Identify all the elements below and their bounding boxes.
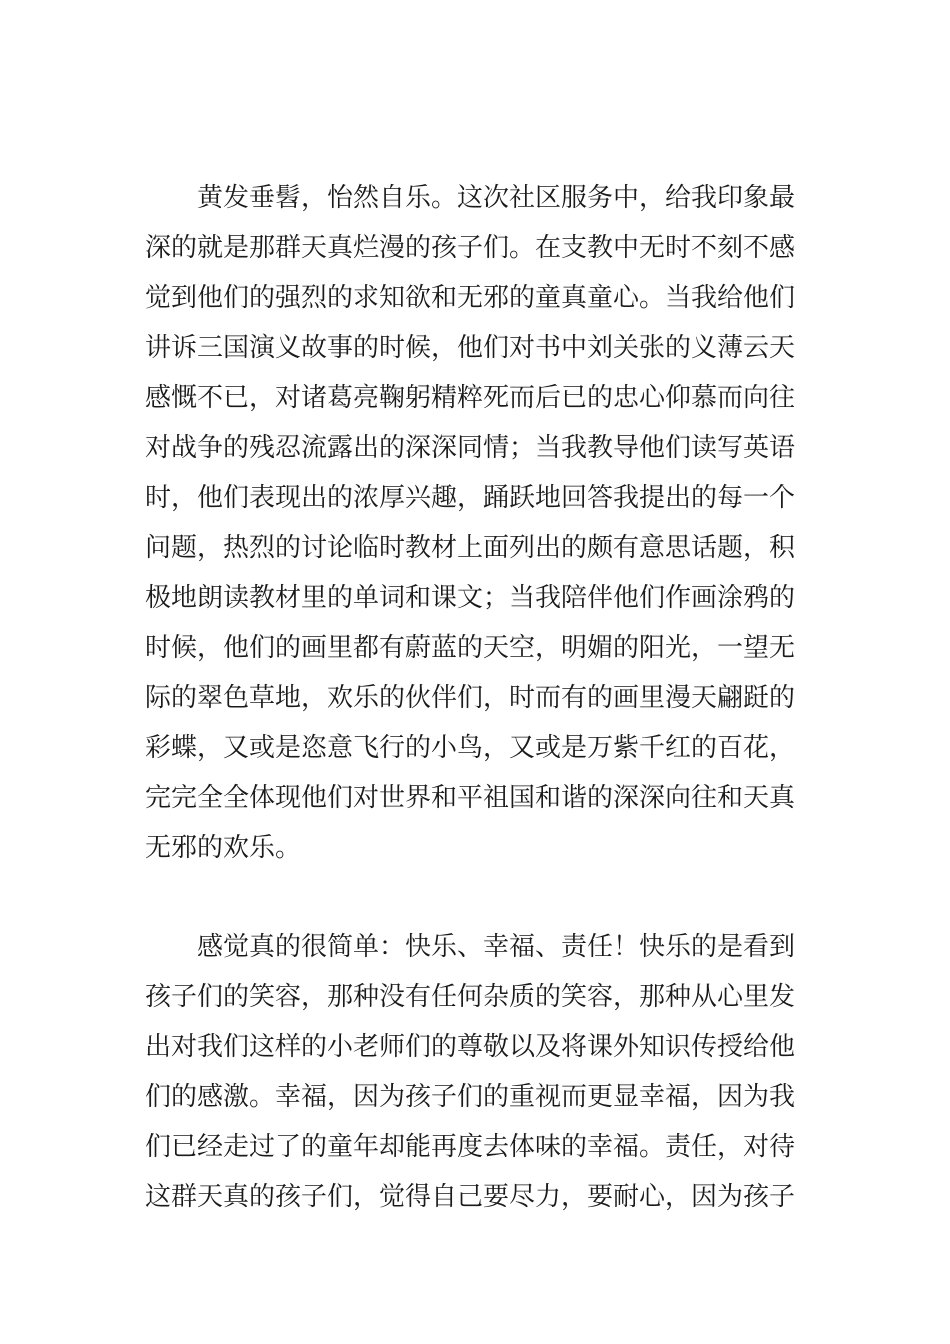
paragraph-line: 对战争的残忍流露出的深深同情；当我教导他们读写英语 <box>145 433 796 463</box>
paragraph-line: 无邪的欢乐。 <box>145 833 302 863</box>
paragraph-line: 黄发垂髫，怡然自乐。这次社区服务中，给我印象最 <box>197 183 796 213</box>
paragraph-line: 时，他们表现出的浓厚兴趣，踊跃地回答我提出的每一个 <box>145 483 796 513</box>
paragraph-line: 们的感激。幸福，因为孩子们的重视而更显幸福，因为我 <box>145 1082 796 1112</box>
paragraph-line: 深的就是那群天真烂漫的孩子们。在支教中无时不刻不感 <box>145 233 796 263</box>
paragraph-line: 感觉真的很简单：快乐、幸福、责任！快乐的是看到 <box>197 932 796 962</box>
paragraph-line: 讲诉三国演义故事的时候，他们对书中刘关张的义薄云天 <box>145 333 796 363</box>
paragraph-line: 孩子们的笑容，那种没有任何杂质的笑容，那种从心里发 <box>145 982 796 1012</box>
paragraph-line: 感慨不已，对诸葛亮鞠躬精粹死而后已的忠心仰慕而向往 <box>145 383 796 413</box>
paragraph-line: 极地朗读教材里的单词和课文；当我陪伴他们作画涂鸦的 <box>145 583 796 613</box>
paragraph-line: 问题，热烈的讨论临时教材上面列出的颇有意思话题，积 <box>145 533 796 563</box>
paragraph-line: 彩蝶，又或是恣意飞行的小鸟，又或是万紫千红的百花， <box>145 733 796 763</box>
paragraph-line: 完完全全体现他们对世界和平祖国和谐的深深向往和天真 <box>145 783 796 813</box>
paragraph-line: 觉到他们的强烈的求知欲和无邪的童真童心。当我给他们 <box>145 283 796 313</box>
paragraph-line: 出对我们这样的小老师们的尊敬以及将课外知识传授给他 <box>145 1032 796 1062</box>
paragraph-line: 际的翠色草地，欢乐的伙伴们，时而有的画里漫天翩跹的 <box>145 683 796 713</box>
paragraph-line: 这群天真的孩子们，觉得自己要尽力，要耐心，因为孩子 <box>145 1182 796 1212</box>
paragraph-1 <box>145 173 807 873</box>
paragraph-2 <box>145 922 807 1222</box>
paragraph-line: 们已经走过了的童年却能再度去体味的幸福。责任，对待 <box>145 1132 796 1162</box>
paragraph-line: 时候，他们的画里都有蔚蓝的天空，明媚的阳光，一望无 <box>145 633 796 663</box>
